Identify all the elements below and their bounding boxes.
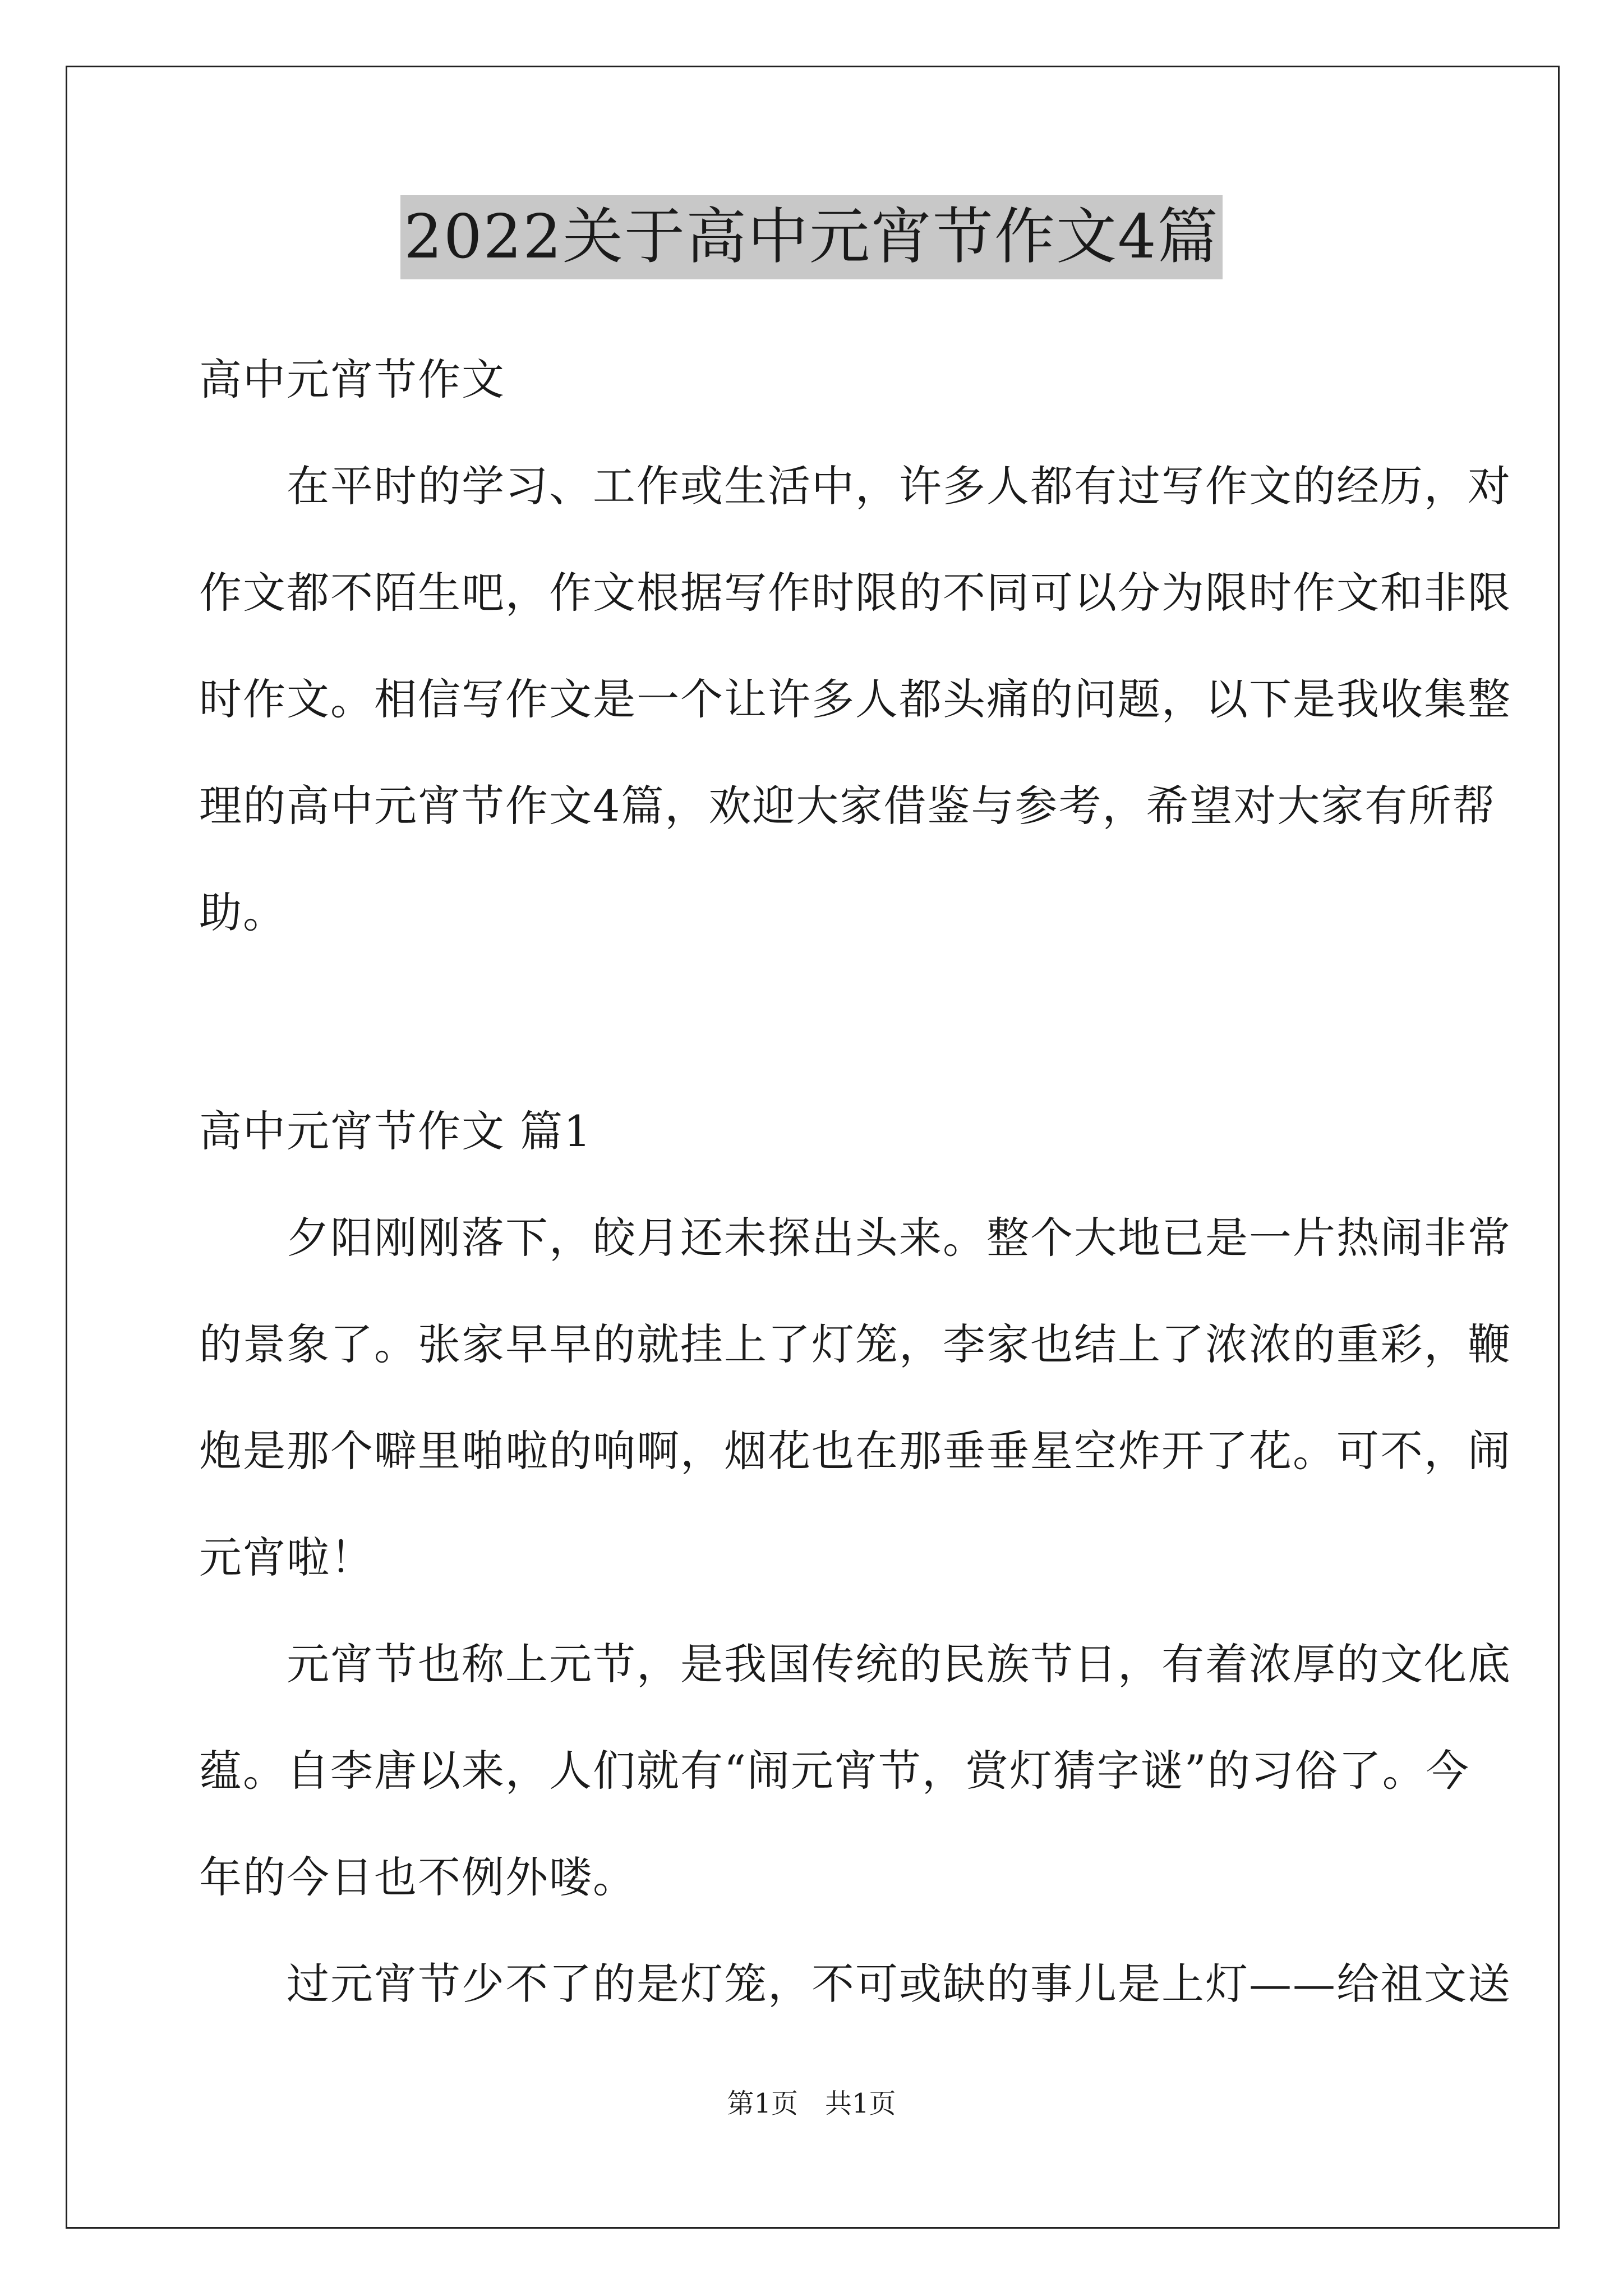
paragraph-line: 的景象了。张家早早的就挂上了灯笼，李家也结上了浓浓的重彩，鞭 xyxy=(199,1319,1511,1369)
document-title xyxy=(0,195,1623,279)
paragraph-line: 时作文。相信写作文是一个让许多人都头痛的问题，以下是我收集整 xyxy=(199,674,1511,724)
paragraph-line: 元宵啦！ xyxy=(199,1533,374,1582)
section-heading: 高中元宵节作文 xyxy=(199,355,505,404)
paragraph-line: 夕阳刚刚落下，皎月还未探出头来。整个大地已是一片热闹非常 xyxy=(199,1213,1511,1263)
paragraph-line: 理的高中元宵节作文4篇，欢迎大家借鉴与参考，希望对大家有所帮 xyxy=(199,781,1496,831)
page-footer: 第1页 共1页 xyxy=(727,2088,896,2119)
paragraph-line: 过元宵节少不了的是灯笼，不可或缺的事儿是上灯——给祖文送 xyxy=(199,1959,1511,2009)
paragraph-line: 在平时的学习、工作或生活中，许多人都有过写作文的经历，对 xyxy=(199,461,1511,511)
paragraph-line: 年的今日也不例外喽。 xyxy=(199,1852,637,1902)
paragraph-line: 作文都不陌生吧，作文根据写作时限的不同可以分为限时作文和非限 xyxy=(199,568,1511,618)
paragraph-line: 炮是那个噼里啪啦的响啊，烟花也在那垂垂星空炸开了花。可不，闹 xyxy=(199,1426,1511,1476)
paragraph-line: 元宵节也称上元节，是我国传统的民族节日，有着浓厚的文化底 xyxy=(199,1639,1511,1689)
section-heading: 高中元宵节作文 篇1 xyxy=(199,1106,592,1156)
document-title-text: 2022关于高中元宵节作文4篇 xyxy=(400,195,1223,279)
paragraph-line: 助。 xyxy=(199,887,287,937)
paragraph-line: 蕴。自李唐以来，人们就有“闹元宵节，赏灯猜字谜”的习俗了。今 xyxy=(199,1746,1470,1796)
